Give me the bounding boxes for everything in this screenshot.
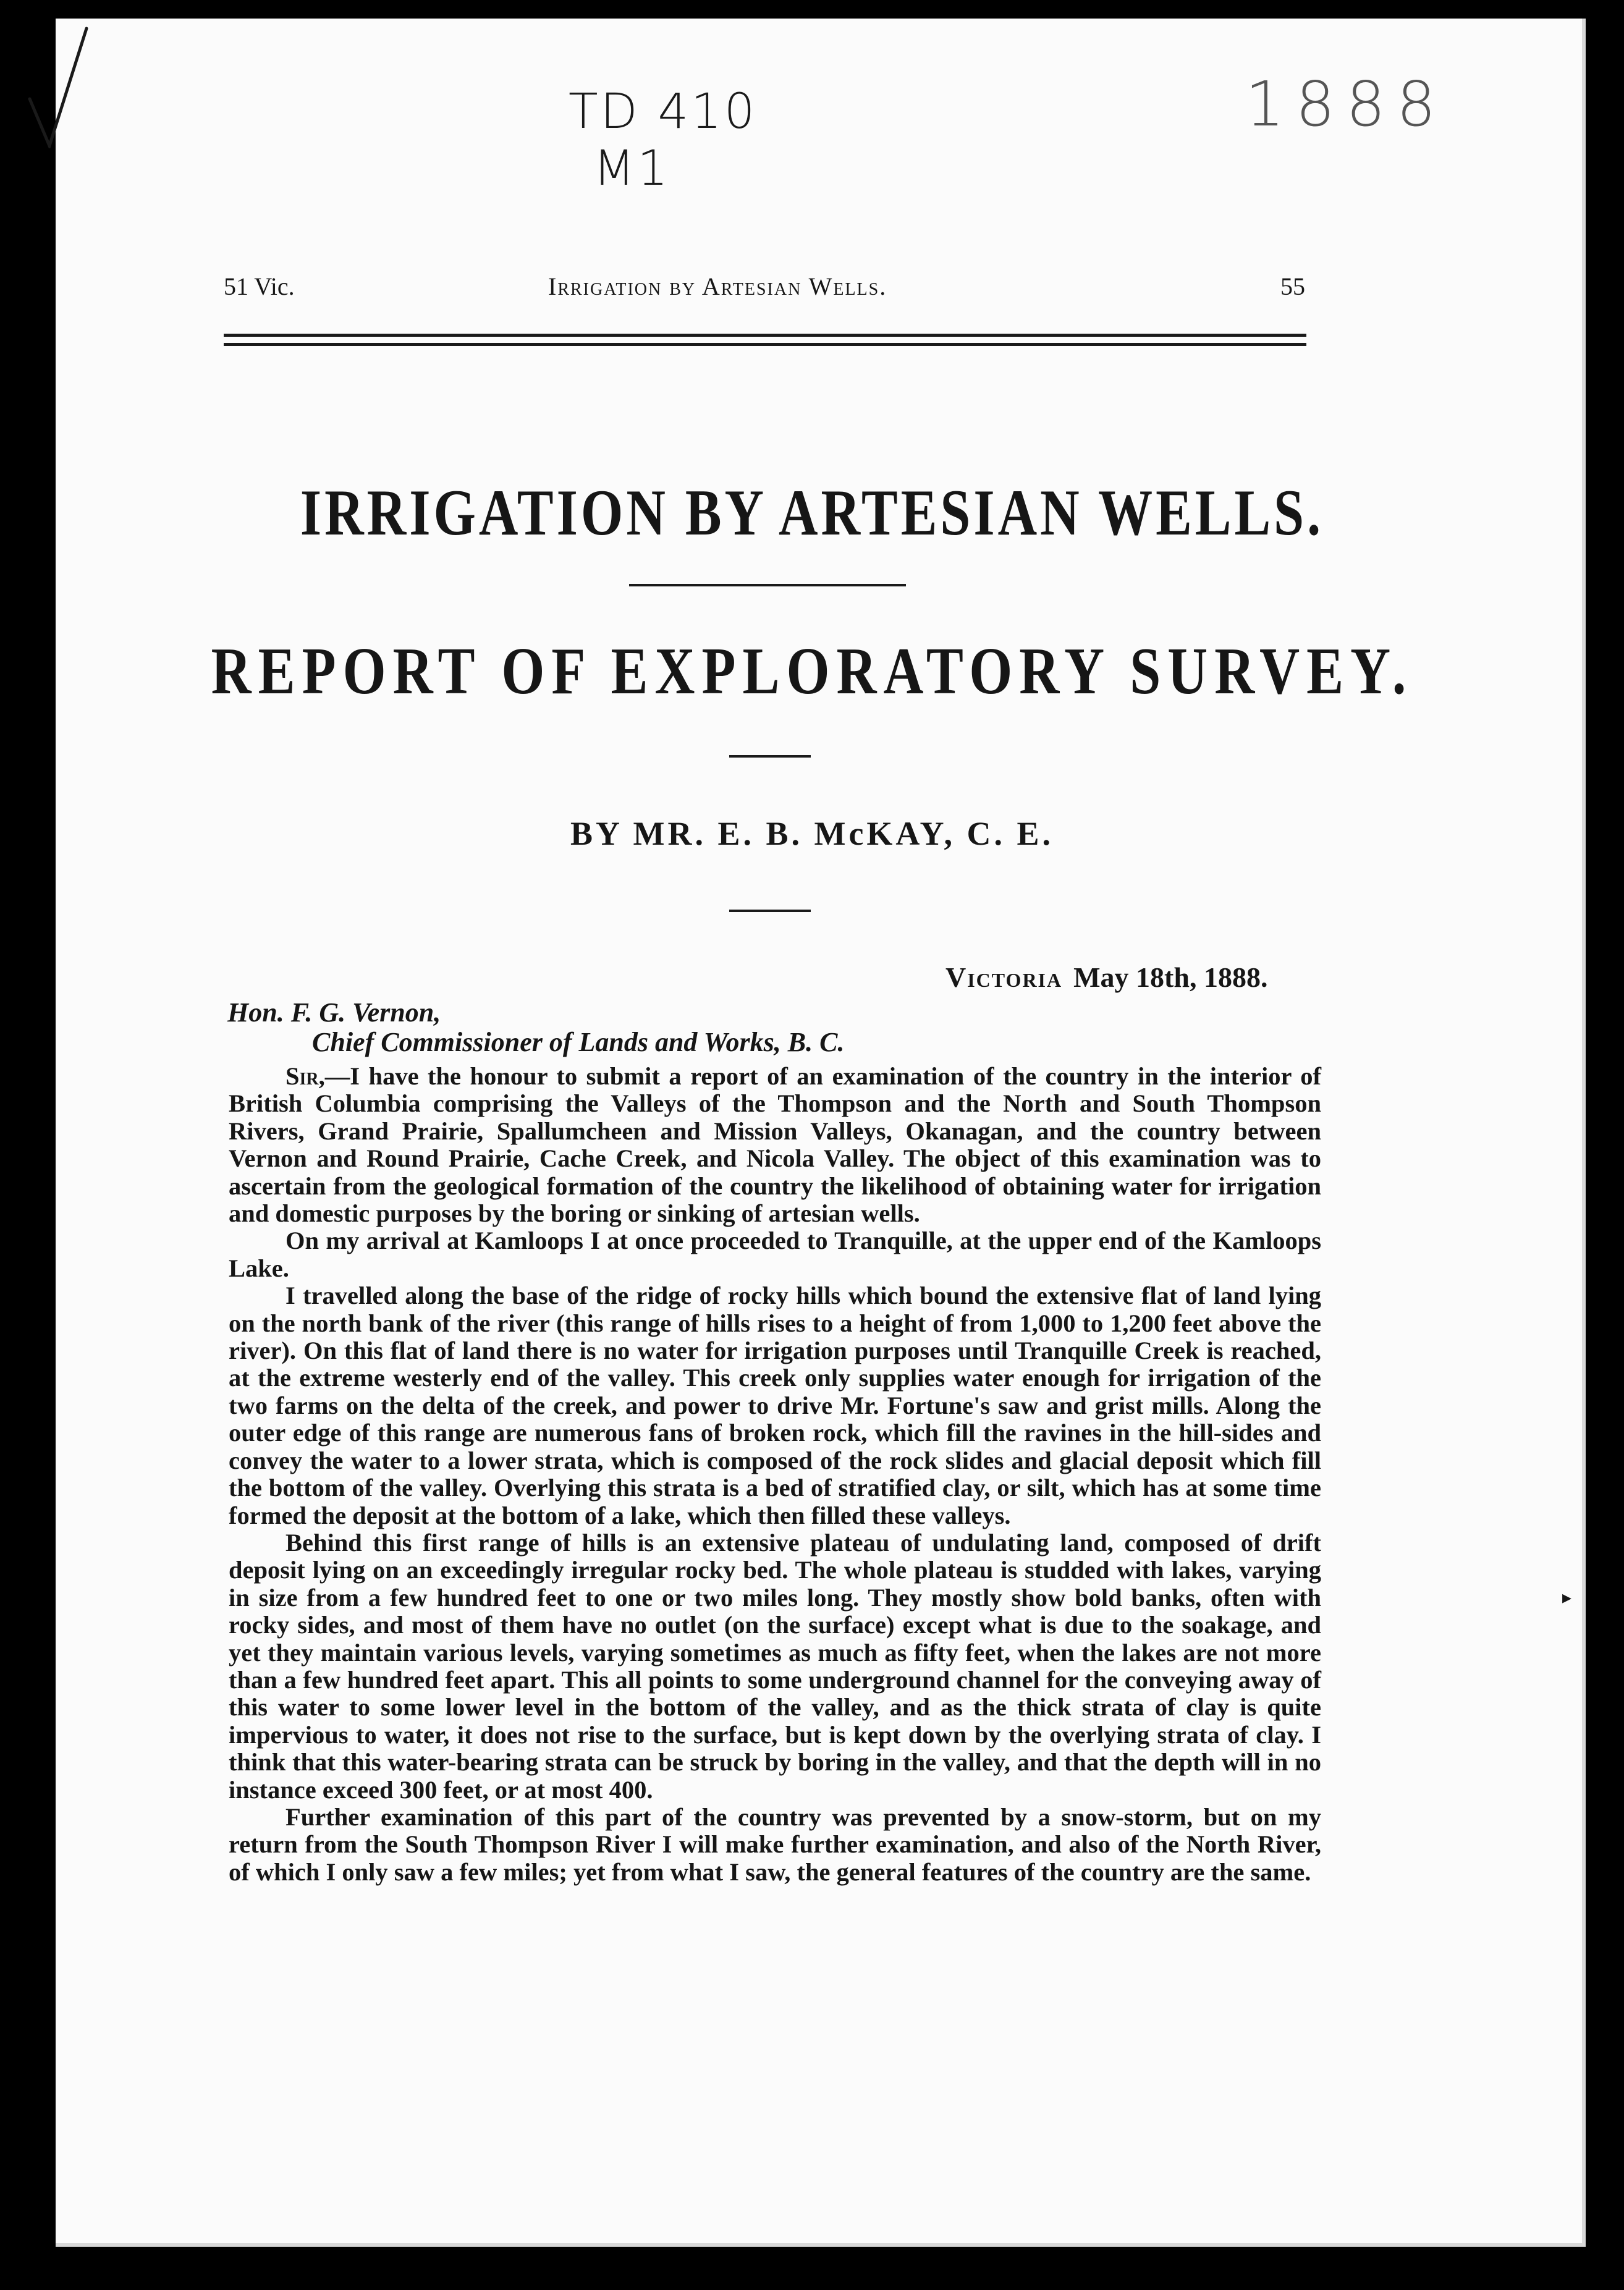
dateline-date: May 18th, 1888. [1073, 961, 1268, 993]
addressee-title: Chief Commissioner of Lands and Works, B. C. [312, 1027, 845, 1057]
handwritten-checkmark [25, 25, 93, 148]
paragraph: I travelled along the base of the ridge of rocky hills which bound the extensive flat of land lying on the north bank of the river (this range of hills rises to a height of from 1,000 to 1,200 feet above the river). On this flat of land there is no water for irrigation purposes until Tranquille Creek is reached, at the extreme westerly end of the valley. This creek only supplies water enough for irrigation of the two farms on the delta of the creek, and power to drive Mr. Fortune's saw and grist mills. Along the outer edge of this range are numerous fans of broken rock, which fill the ravines in the hill-sides and convey the water to a lower strata, which is composed of the rock slides and glacial deposit which fill the bottom of the valley. Overlying this strata is a bed of stratified clay, or silt, which has at some time formed the deposit at the bottom of a lake, which then filled these valleys. [229, 1282, 1321, 1529]
title-divider [629, 584, 906, 586]
page-number: 55 [1280, 273, 1305, 300]
report-body [229, 1063, 1321, 1886]
paragraph: Behind this first range of hills is an extensive plateau of undulating land, composed of drift deposit lying on an exceedingly irregular rocky bed. The whole plateau is studded with lakes, varying in size from a few hundred feet to one or two miles long. They mostly show bold banks, often with rocky sides, and most of them have no outlet (on the surface) except what is due to the soakage, and yet they maintain various levels, varying sometimes as much as fifty feet, when the lakes are not more than a few hundred feet apart. This all points to some underground channel for the conveying away of this water to some lower level in the bottom of the valley, and as the thick strata of clay is quite impervious to water, it does not rise to the surface, but is kept down by the overlying strata of clay. I think that this water-bearing strata can be struck by boring in the valley, and that the depth will in no instance exceed 300 feet, or at most 400. [229, 1528, 1321, 1804]
dateline [945, 961, 1267, 994]
document-title: IRRIGATION BY ARTESIAN WELLS. [300, 477, 1324, 549]
handwritten-call-number [569, 83, 757, 197]
byline: BY MR. E. B. McKAY, C. E. [570, 815, 1054, 852]
call-number-line1: TD 410 [569, 84, 758, 140]
dateline-city: Victoria [945, 961, 1063, 993]
running-head-left: 51 Vic. [224, 273, 295, 300]
header-rule-bottom [224, 343, 1306, 346]
margin-mark: ▸ [1562, 1587, 1572, 1608]
addressee-name: Hon. F. G. Vernon, [227, 997, 441, 1028]
paragraph: On my arrival at Kamloops I at once proceeded to Tranquille, at the upper end of the Kamloops Lake. [229, 1227, 1321, 1282]
header-rule-top [224, 334, 1306, 337]
byline-divider [729, 910, 811, 912]
paragraph-text: —I have the honour to submit a report of an examination of the country in the interior of British Columbia comprising the Valleys of the Thompson and the North and South Thompson Rivers, Grand Prairie, Spallumcheen and Mission Valleys, Okanagan, and the country between Vernon and Round Prairie, Cache Creek, and Nicola Valley. The object of this examination was to ascertain from the geological formation of the country the likelihood of obtaining water for irrigation and domestic purposes by the boring or sinking of artesian wells. [229, 1062, 1321, 1228]
handwritten-year: 1888 [1245, 68, 1447, 140]
running-head-title: Irrigation by Artesian Wells. [548, 273, 887, 300]
paragraph [229, 1063, 1321, 1227]
subtitle-divider [729, 755, 811, 758]
salutation: Sir, [285, 1062, 325, 1090]
document-subtitle: REPORT OF EXPLORATORY SURVEY. [211, 635, 1413, 709]
paragraph: Further examination of this part of the country was prevented by a snow-storm, but on my return from the South Thompson River I will make further examination, and also of the North River, of which I only saw a few miles; yet from what I saw, the general features of the country are the same. [229, 1802, 1321, 1886]
running-head [224, 272, 1305, 309]
call-number-line2: M1 [593, 141, 670, 196]
